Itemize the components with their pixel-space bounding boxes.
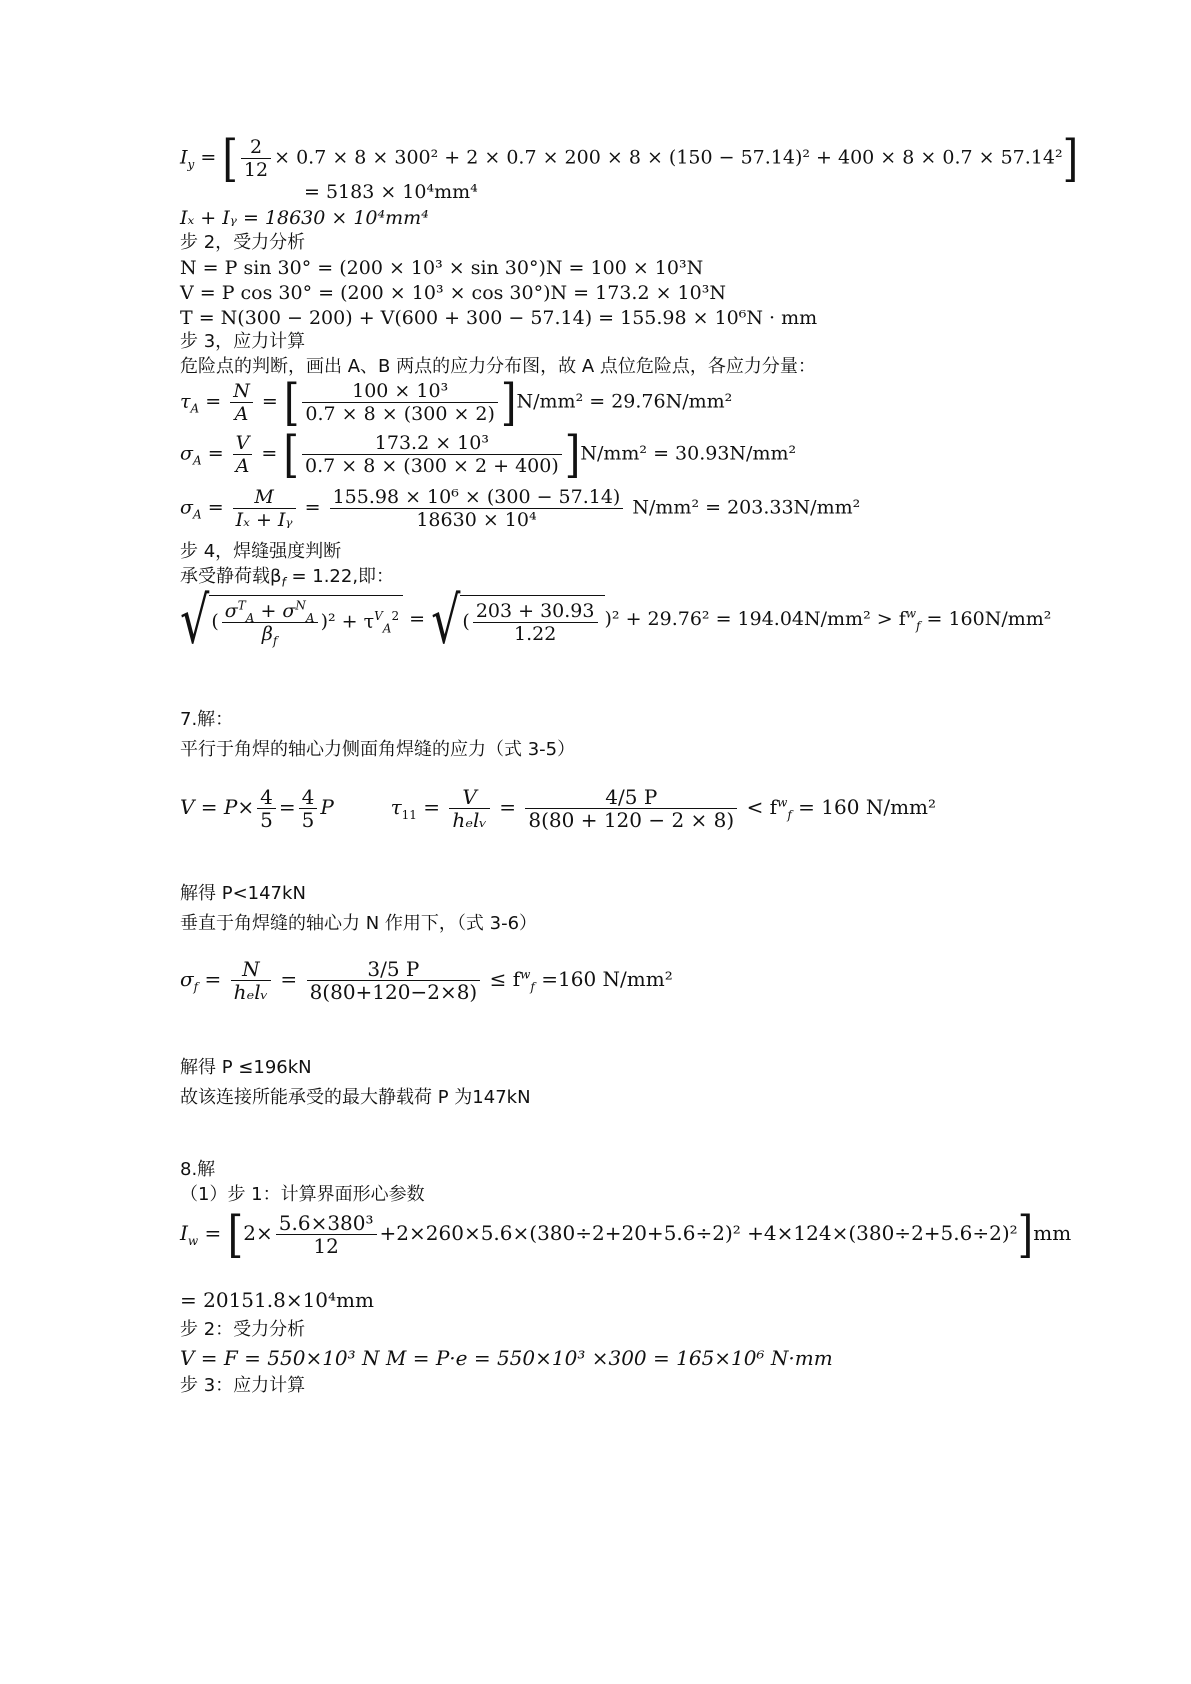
tau-frac1-den: A (234, 403, 249, 425)
check-frac1: $\frac{\sigma^T_A + \sigma^N_A}{\beta_f}$ (222, 600, 318, 645)
check-frac2 (473, 600, 598, 645)
q8-iw-body: +2×260×5.6×(380÷2+20+5.6÷2)² +4×124×(380÷2+5.6÷2)² (379, 1221, 1018, 1245)
sig2-frac2-num: 155.98 × 10⁶ × (300 − 57.14) (330, 486, 624, 509)
problem-7-solution-1: 解得 P<147kN (180, 883, 306, 904)
problem-7-line-1: 平行于角焊的轴心力侧面角焊缝的应力（式 3-5） (180, 739, 576, 760)
q7-v2-frac-den: 5 (301, 808, 315, 832)
check-frac1-num: σ (224, 600, 238, 622)
sig2-frac1-den: Iₓ + Iᵧ (235, 509, 293, 531)
problem-8-heading: 8.解 (180, 1159, 216, 1180)
problem-7-line-2: 垂直于角焊缝的轴心力 N 作用下，（式 3-6） (180, 913, 538, 934)
q8-iw-pre: 2× (243, 1221, 273, 1245)
q7-tail: < f (746, 795, 778, 819)
q8-iw-unit: mm (1033, 1221, 1072, 1245)
tau-frac1 (230, 380, 253, 425)
v-equation: V = P cos 30° = (200 × 10³ × cos 30°)N = 173.2 × 10³N (180, 282, 726, 304)
q8-iw-frac-den: 12 (313, 1234, 339, 1258)
check-frac2-num: 203 + 30.93 (473, 600, 598, 623)
q7-tau-frac-den: hₑlᵥ (452, 808, 487, 832)
check-tail: )² + 29.76² = 194.04N/mm² > f (604, 608, 906, 630)
tau-frac2-num: 100 × 10³ (302, 380, 497, 403)
tau-result: N/mm² = 29.76N/mm² (516, 390, 733, 413)
n-equation: N = P sin 30° = (200 × 10³ × sin 30°)N = 100 × 10³N (180, 257, 704, 279)
q7-tail2: = 160 N/mm² (791, 795, 937, 819)
static-load-tail: = 1.22,即： (285, 566, 395, 587)
q8-iw-frac-num: 5.6×380³ (276, 1212, 377, 1235)
step4-heading: 步 4，焊缝强度判断 (180, 541, 342, 562)
problem-8-vm-equation: V = F = 550×10³ N M = P·e = 550×10³ ×300 = 165×10⁶ N·mm (180, 1346, 833, 1370)
step2-heading: 步 2，受力分析 (180, 232, 306, 253)
problem-8-step3: 步 3：应力计算 (180, 1375, 306, 1396)
sig1-frac2-num: 173.2 × 10³ (302, 432, 562, 455)
ix-iy-sum: Iₓ + Iᵧ = 18630 × 10⁴mm⁴ (180, 207, 429, 229)
problem-7-solution-2: 解得 P ≤196kN (180, 1057, 312, 1078)
t-equation: T = N(300 − 200) + V(600 + 300 − 57.14) = 155.98 × 10⁶N · mm (180, 307, 818, 329)
q7-sig-big-num: 3/5 P (307, 958, 481, 981)
check-frac2-den: 1.22 (514, 623, 557, 645)
problem-8-iw-equation: $I_w = [2\times$ $\frac{\text{5.6×380³}}{12}$ +2×260×5.6×(380÷2+20+5.6÷2)² +4×124×(380÷2+5.6÷2)²]mm (180, 1205, 1072, 1264)
strength-check-equation: √ ( $\frac{\sigma^T_A + \sigma^N_A}{\beta_f}$ )$^2 + \tau^V_A^2$ = √ ( $\frac{203 + 30.93}{1.22}$ )$^2 + 29.76^2 = 194.04N/mm^2 > f^w_f = 160N/mm^2$ (180, 582, 1052, 658)
sig2-frac2 (330, 486, 624, 531)
check-mid: )² + τ (320, 610, 375, 633)
q7-v-frac-den: 5 (260, 808, 273, 832)
q7-big-den: 8(80 + 120 − 2 × 8) (528, 808, 735, 832)
tau-frac1-num: N (230, 380, 253, 403)
problem-7-equation-1: V = P× $\frac{4}{5}$ = $\frac{4}{5}$ P $\tau_{11}$ = $\frac{V}{\text{hₑlᵥ}}$ = $\frac{4/5 P}{8(80 + 120 - 2 \times 8)}$ < $f^w_f = 160$ N/mm² (180, 785, 937, 832)
sig2-result: N/mm² = 203.33N/mm² (632, 496, 861, 519)
sig2-frac1-num: M (233, 486, 296, 509)
iy-open-bracket: [ (222, 129, 238, 188)
problem-7-heading: 7.解： (180, 709, 234, 730)
problem-8-iw-result: = 20151.8×10⁴mm (180, 1288, 374, 1312)
q7-v-frac-num: 4 (257, 786, 276, 809)
sig2-frac1 (233, 486, 296, 531)
static-load-label: 承受静荷载β (180, 566, 282, 587)
sig2-frac2-den: 18630 × 10⁴ (416, 509, 537, 531)
sig1-result: N/mm² = 30.93N/mm² (580, 442, 797, 465)
q7-big-num: 4/5 P (525, 786, 737, 809)
q7-sig-frac-den: hₑlᵥ (233, 980, 269, 1004)
sig1-frac2 (302, 432, 562, 477)
tau-frac2 (302, 380, 497, 425)
q7-sigma: σ (180, 967, 194, 991)
q7-p: P (320, 795, 334, 819)
q7-tau: τ (390, 795, 402, 819)
static-load-line: 承受静荷载$\beta_f = 1.22$,即： (180, 566, 395, 590)
iy-symbol: I (180, 146, 188, 169)
sig1-frac2-den: 0.7 × 8 × (300 × 2 + 400) (305, 455, 559, 477)
iy-body: × 0.7 × 8 × 300² + 2 × 0.7 × 200 × 8 × (150 − 57.14)² + 400 × 8 × 0.7 × 57.14² (274, 146, 1063, 169)
iy-subscript: y (187, 157, 195, 172)
iy-equation: $I_y$ = [ $\frac{2}{12}$ × 0.7 × 8 × 300² + 2 × 0.7 × 200 × 8 × (150 − 57.14)² + 400 × 8 × 0.7 × 57.14²] (180, 129, 1079, 188)
step3-heading: 步 3，应力计算 (180, 331, 306, 352)
iy-close-bracket: ] (1062, 129, 1079, 188)
iy-fraction (241, 136, 271, 181)
iy-frac-num: 2 (241, 136, 271, 159)
problem-7-equation-2: $\sigma_f$ = $\frac{N}{\text{hₑlᵥ}}$ = $\frac{3/5 P}{8(80+120-2\times 8)}$ ≤ $f^w_f =160$ N/mm² (180, 957, 673, 1004)
check-end: = 160N/mm² (920, 608, 1052, 630)
iy-frac-den: 12 (243, 159, 269, 181)
tau-frac2-den: 0.7 × 8 × (300 × 2) (305, 403, 495, 425)
danger-point-text: 危险点的判断，画出 A、B 两点的应力分布图，故 A 点位危险点，各应力分量： (180, 356, 816, 377)
sigma-an-equation-1: $\sigma_A$ = $\frac{V}{A}$ = [ $\frac{\text{173.2 × 10³}}{0.7 \times 8 \times (300 \times 2 + 400)}$ ]N/mm² = 30.93N/mm² (180, 425, 797, 484)
check-frac1-den: β (261, 623, 273, 645)
q7-tau-frac-num: V (449, 786, 489, 809)
q7-v2-frac-num: 4 (299, 786, 318, 809)
sig1-frac1-num: V (233, 432, 253, 455)
problem-8-step2: 步 2：受力分析 (180, 1319, 306, 1340)
problem-7-conclusion: 故该连接所能承受的最大静载荷 P 为147kN (180, 1087, 531, 1108)
q8-iw-symbol: I (180, 1221, 188, 1245)
sig1-frac1 (233, 432, 253, 477)
problem-8-step1: （1）步 1：计算界面形心参数 (180, 1184, 425, 1205)
q7-sig-frac-num: N (231, 958, 271, 981)
tau-symbol: τ (180, 390, 191, 413)
iy-result: = 5183 × 10⁴mm⁴ (304, 181, 478, 203)
tau-av-equation: $\tau_A$ = $\frac{N}{A}$ = [ $\frac{\text{100 × 10³}}{0.7 \times 8 \times (300 \times 2)}$ ]N/mm² = 29.76N/mm² (180, 373, 733, 432)
q7-sig-tail2: =160 N/mm² (534, 967, 673, 991)
sig1-frac1-den: A (235, 455, 250, 477)
q7-v-lhs: V = P× (180, 795, 255, 819)
q7-eq: = (278, 795, 296, 819)
sigma-an-equation-2: $\sigma_A$ = $\frac{M}{\text{Iₓ + Iᵧ}}$ = $\frac{\text{155.98 × 10⁶ × (300 − 57.14)}}{\text{18630 × 10⁴}}$ N/mm² = 203.33N/mm² (180, 486, 861, 531)
q7-sig-tail: ≤ f (489, 967, 521, 991)
q7-sig-big-den: 8(80+120−2×8) (309, 980, 478, 1004)
